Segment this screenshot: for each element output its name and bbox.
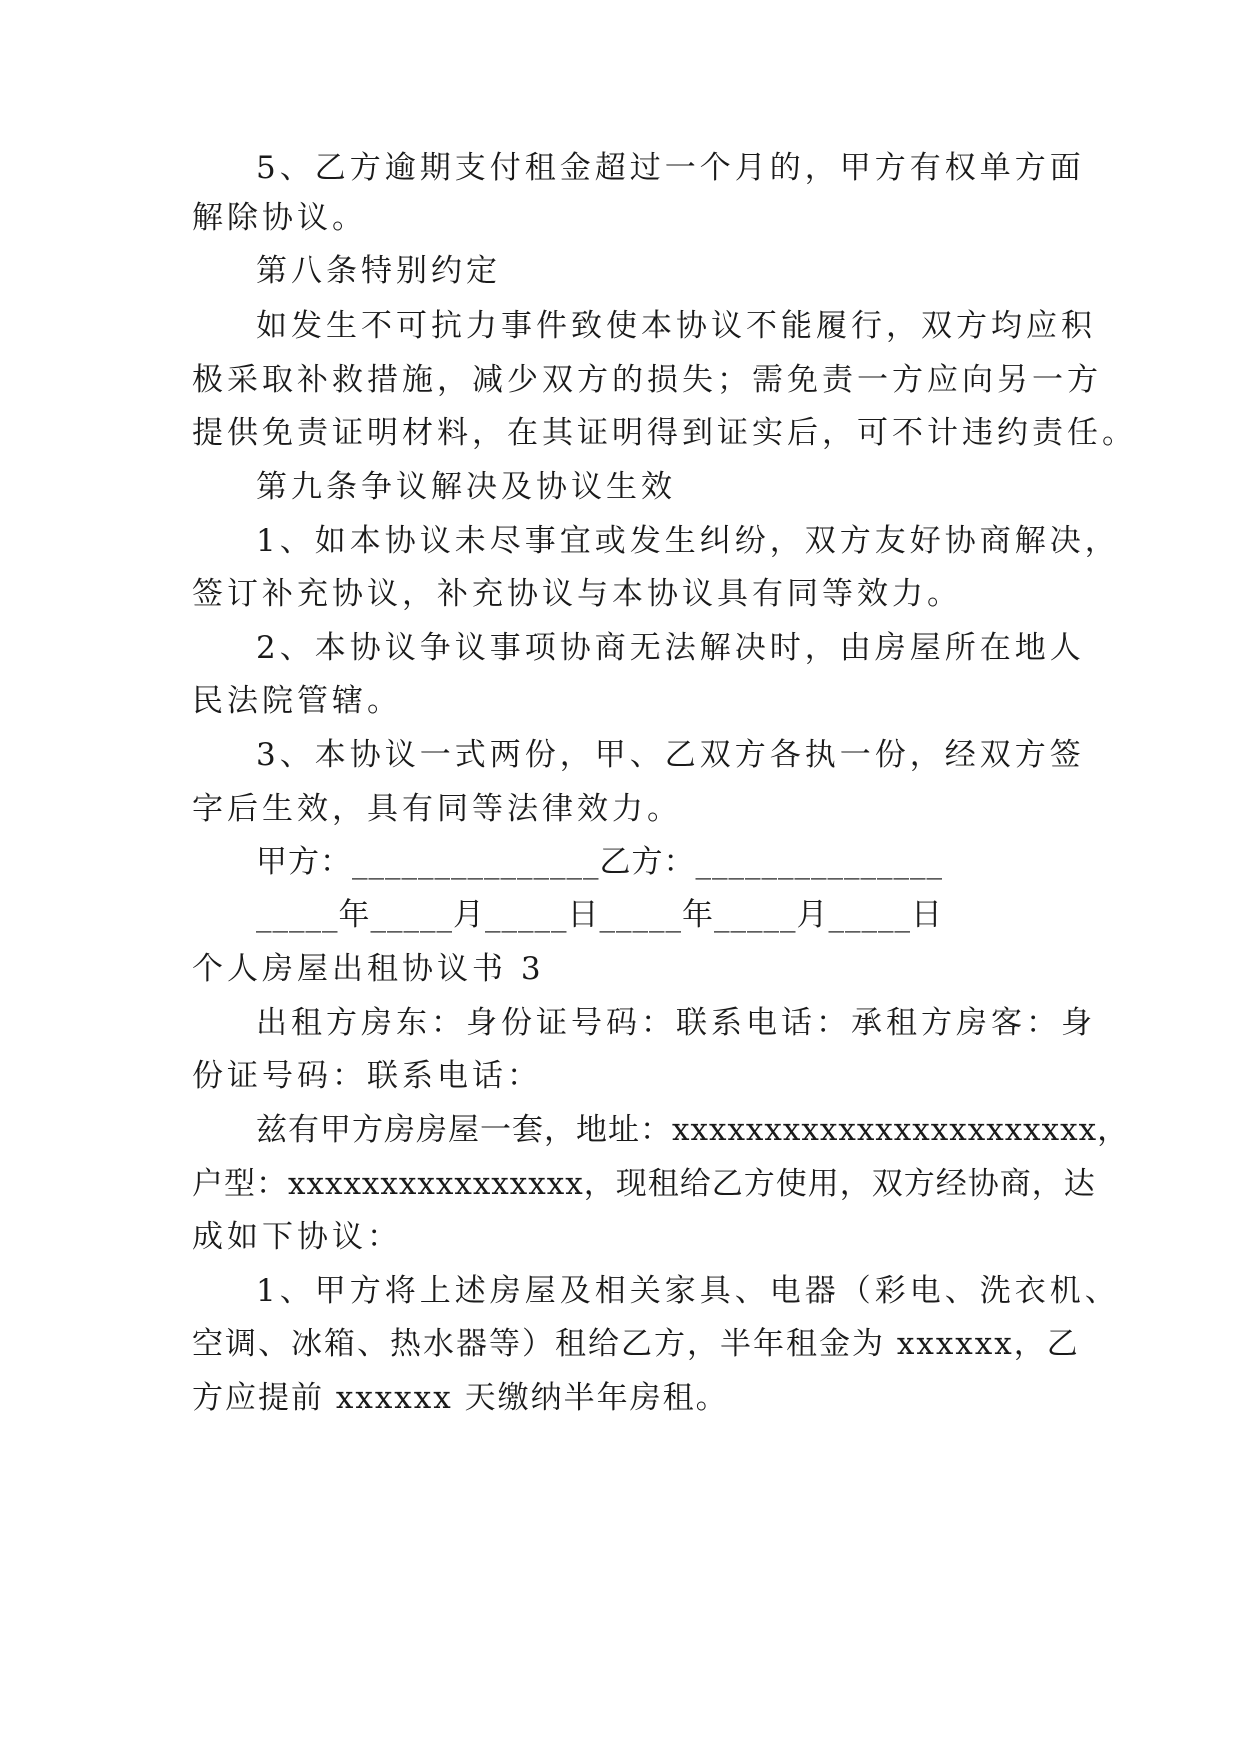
paragraph-line: 字后生效，具有同等法律效力。	[192, 791, 682, 827]
paragraph-line: 解除协议。	[192, 200, 367, 236]
paragraph-line: 户型：xxxxxxxxxxxxxxxx，现租给乙方使用，双方经协商，达	[192, 1166, 1096, 1202]
section-heading: 第八条特别约定	[256, 253, 501, 289]
paragraph-line: 3、本协议一式两份，甲、乙双方各执一份，经双方签	[256, 737, 1085, 773]
section-heading: 第九条争议解决及协议生效	[256, 469, 676, 505]
paragraph-line: 2、本协议争议事项协商无法解决时，由房屋所在地人	[256, 630, 1085, 666]
paragraph-line: 出租方房东：身份证号码：联系电话：承租方房客：身	[256, 1005, 1096, 1041]
paragraph-line: 1、如本协议未尽事宜或发生纠纷，双方友好协商解决，	[256, 523, 1120, 559]
signature-line: 甲方：_______________乙方：_______________	[256, 844, 943, 880]
paragraph-line: 1、甲方将上述房屋及相关家具、电器（彩电、洗衣机、	[256, 1273, 1120, 1309]
document-title: 个人房屋出租协议书 3	[192, 951, 545, 987]
paragraph-line: 极采取补救措施，减少双方的损失；需免责一方应向另一方	[192, 362, 1102, 398]
paragraph-line: 民法院管辖。	[192, 683, 402, 719]
paragraph-line: 如发生不可抗力事件致使本协议不能履行，双方均应积	[256, 308, 1096, 344]
paragraph-line: 空调、冰箱、热水器等）租给乙方，半年租金为 xxxxxx，乙	[192, 1326, 1080, 1362]
paragraph-line: 兹有甲方房房屋一套，地址：xxxxxxxxxxxxxxxxxxxxxxx，	[256, 1112, 1130, 1148]
paragraph-line: 成如下协议：	[192, 1219, 402, 1255]
paragraph-line: 提供免责证明材料，在其证明得到证实后，可不计违约责任。	[192, 415, 1137, 451]
paragraph-line: 5、乙方逾期支付租金超过一个月的，甲方有权单方面	[256, 150, 1085, 186]
paragraph-line: 方应提前 xxxxxx 天缴纳半年房租。	[192, 1380, 729, 1416]
paragraph-line: 签订补充协议，补充协议与本协议具有同等效力。	[192, 576, 962, 612]
paragraph-line: 份证号码：联系电话：	[192, 1058, 542, 1094]
date-line: _____年_____月_____日_____年_____月_____日	[256, 897, 943, 933]
